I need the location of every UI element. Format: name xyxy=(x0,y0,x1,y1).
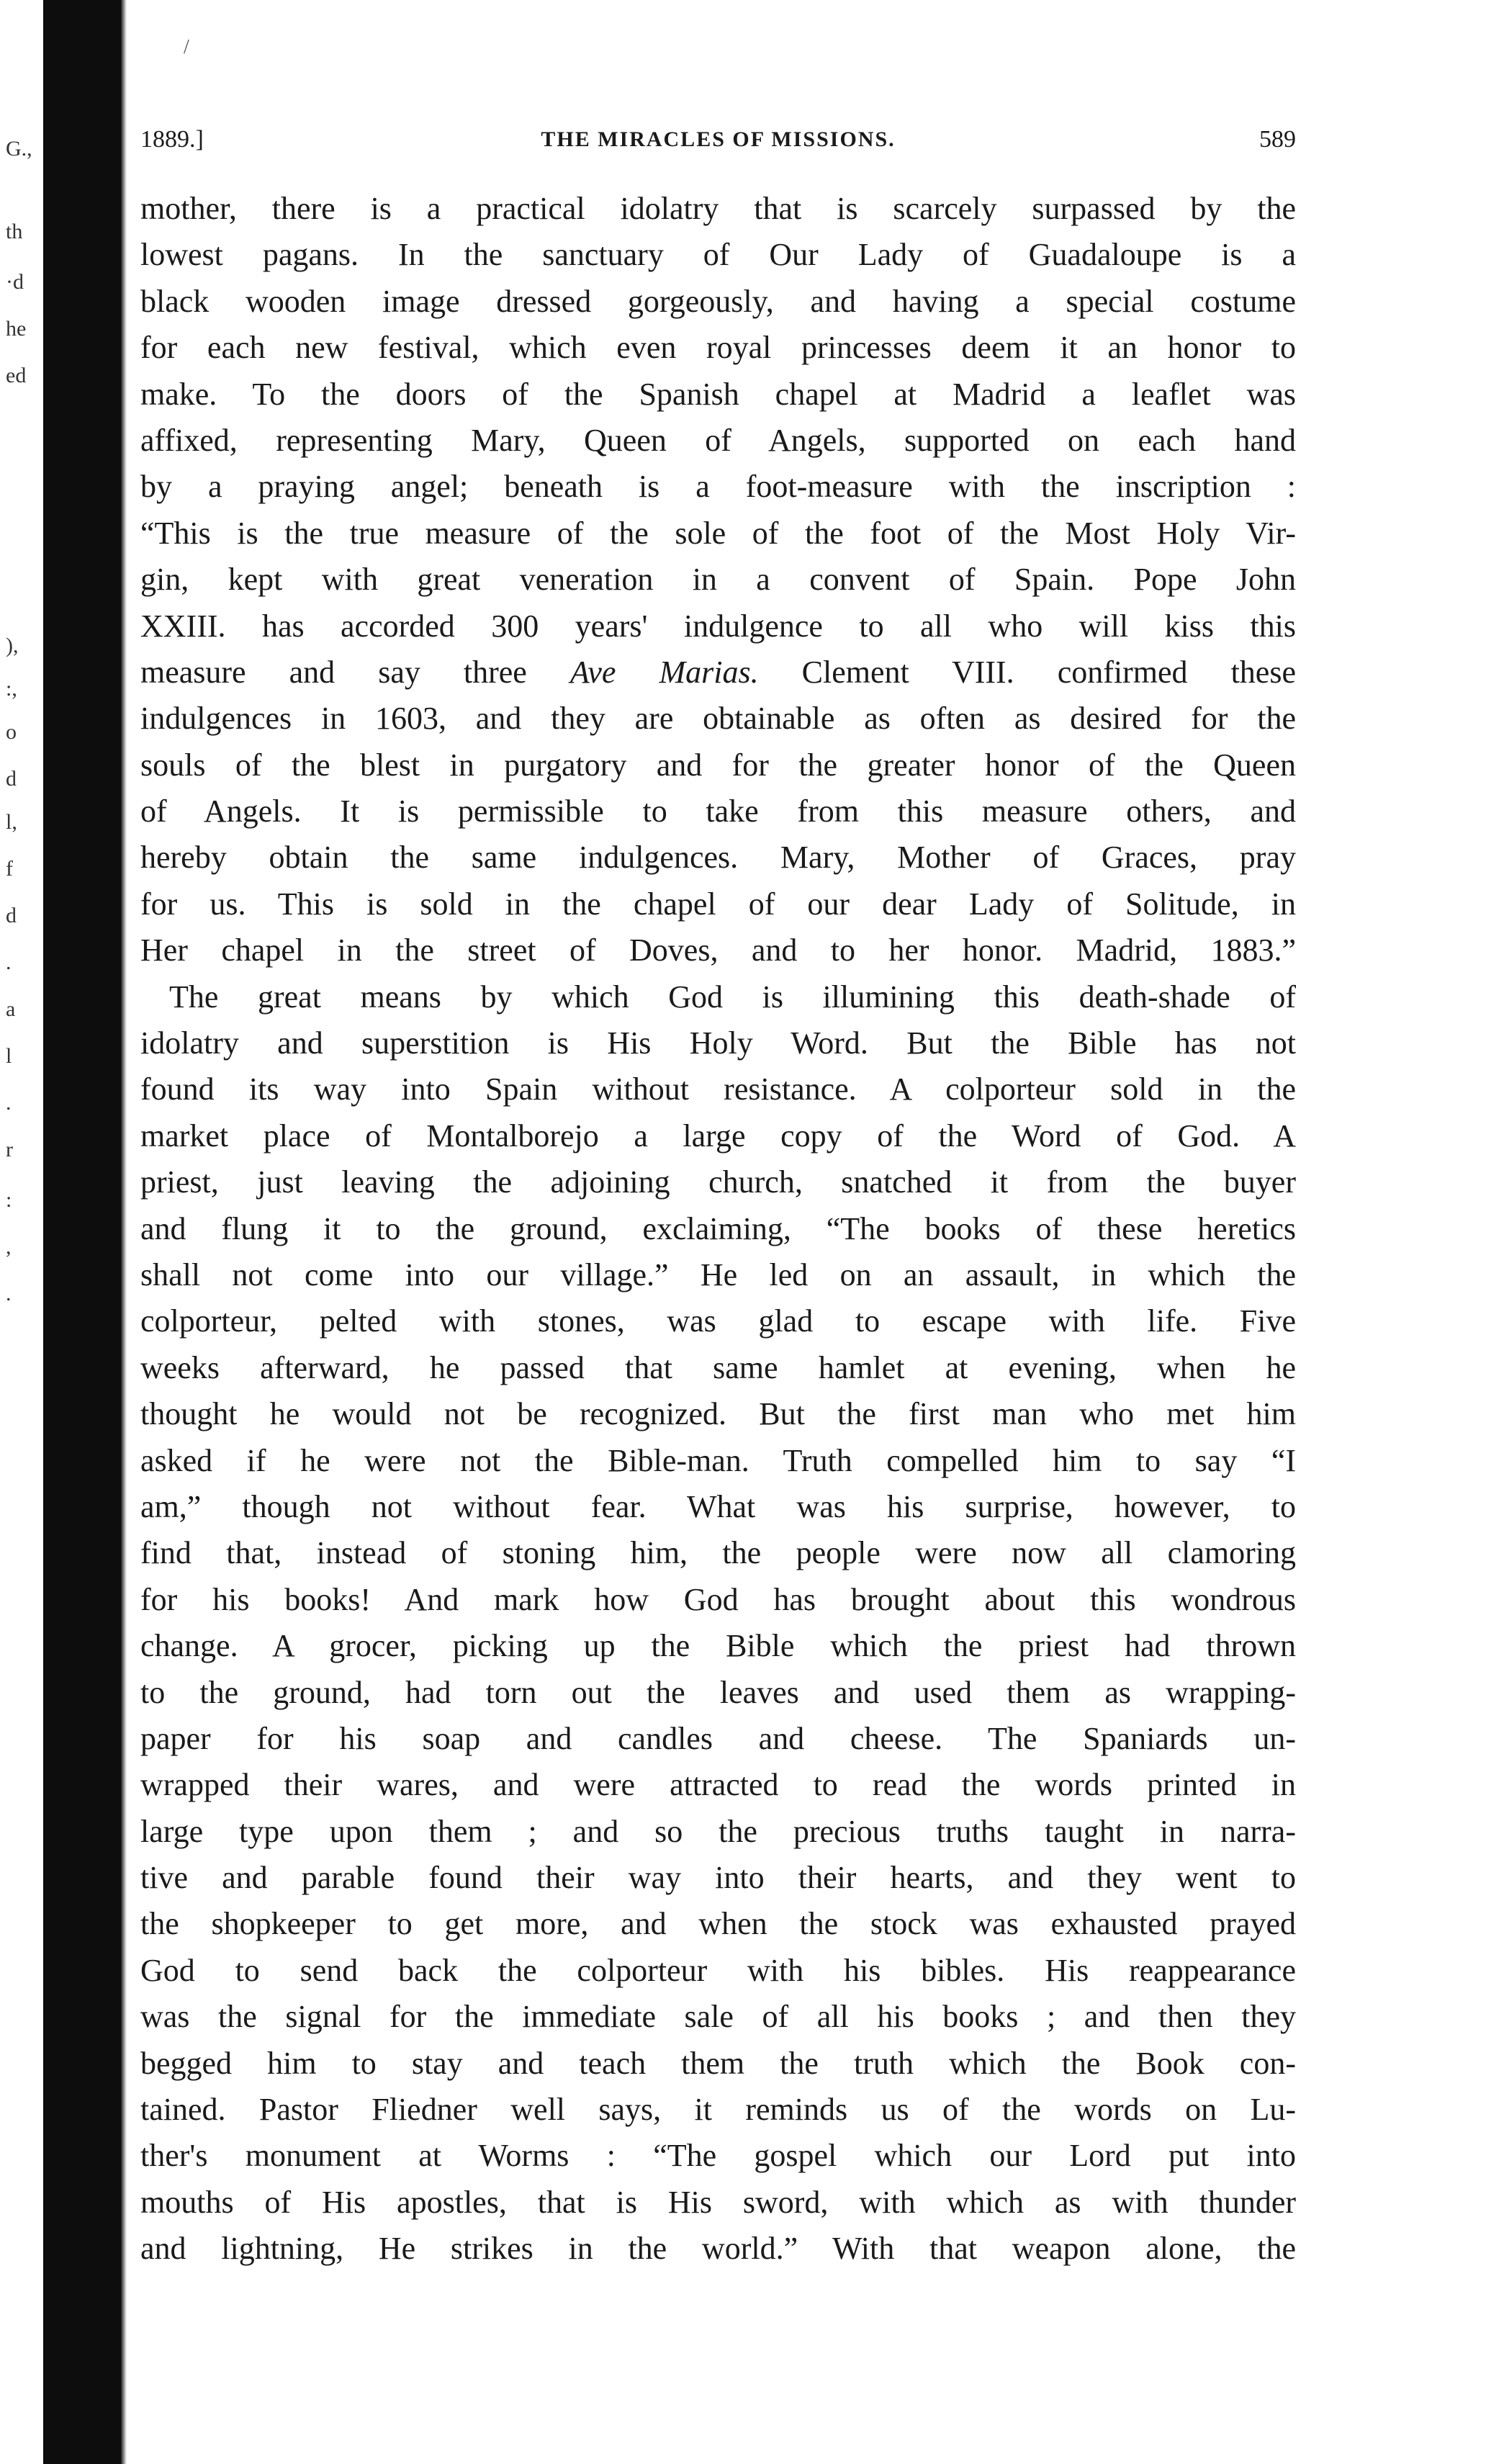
text-line: find that, instead of stoning him, the people were now all clamoring xyxy=(140,1535,1296,1571)
text-line: mouths of His apostles, that is His sword, with which as with thunder xyxy=(140,2184,1296,2220)
margin-fragment: . xyxy=(6,1282,12,1305)
text-segment: measure and say three xyxy=(140,654,570,690)
margin-fragment: l, xyxy=(6,810,17,834)
margin-fragment: l xyxy=(6,1044,12,1068)
print-speck: / xyxy=(184,36,189,58)
text-line: am,” though not without fear. What was his surprise, however, to xyxy=(140,1488,1296,1524)
margin-fragment: . xyxy=(6,1091,12,1115)
text-line xyxy=(140,649,1296,696)
margin-fragment: :, xyxy=(6,677,17,701)
text-line: thought he would not be recognized. But the first man who met him xyxy=(140,1396,1296,1432)
margin-fragment: r xyxy=(6,1138,13,1161)
text-line: indulgences in 1603, and they are obtainable as often as desired for the xyxy=(140,701,1296,737)
text-line: for each new festival, which even royal princesses deem it an honor to xyxy=(140,330,1296,366)
page-number: 589 xyxy=(1259,126,1296,153)
text-line: XXIII. has accorded 300 years' indulgence to all who will kiss this xyxy=(140,608,1296,644)
text-line: gin, kept with great veneration in a convent of Spain. Pope John xyxy=(140,562,1296,598)
text-line: affixed, representing Mary, Queen of Angels, supported on each hand xyxy=(140,422,1296,458)
text-line: of Angels. It is permissible to take from this measure others, and xyxy=(140,793,1296,829)
margin-fragment: f xyxy=(6,857,13,881)
margin-fragment: ), xyxy=(6,634,19,657)
text-line: The great means by which God is illumining this death-shade of xyxy=(169,979,1296,1015)
margin-fragment: d xyxy=(6,767,17,791)
text-line: for his books! And mark how God has brought about this wondrous xyxy=(140,1581,1296,1617)
header-date: 1889.] xyxy=(140,126,204,153)
text-line: tained. Pastor Fliedner well says, it reminds us of the words on Lu- xyxy=(140,2092,1296,2128)
text-line: change. A grocer, picking up the Bible which the priest had thrown xyxy=(140,1628,1296,1664)
margin-fragments xyxy=(1,0,41,2464)
text-line: to the ground, had torn out the leaves and used them as wrapping- xyxy=(140,1674,1296,1710)
margin-fragment: he xyxy=(6,317,27,341)
text-line: priest, just leaving the adjoining church, snatched it from the buyer xyxy=(140,1164,1296,1200)
text-line: shall not come into our village.” He led on an assault, in which the xyxy=(140,1256,1296,1292)
text-line: and lightning, He strikes in the world.” With that weapon alone, the xyxy=(140,2231,1296,2267)
text-line: asked if he were not the Bible-man. Truth compelled him to say “I xyxy=(140,1442,1296,1478)
text-line: ther's monument at Worms : “The gospel which our Lord put into xyxy=(140,2138,1296,2174)
text-line: found its way into Spain without resistance. A colporteur sold in the xyxy=(140,1071,1296,1107)
text-line: begged him to stay and teach them the truth which the Book con- xyxy=(140,2045,1296,2081)
text-segment: Clement VIII. confirmed these xyxy=(758,654,1296,690)
text-line: tive and parable found their way into their hearts, and they went to xyxy=(140,1860,1296,1896)
text-line: paper for his soap and candles and cheese. The Spaniards un- xyxy=(140,1720,1296,1756)
text-line: souls of the blest in purgatory and for the greater honor of the Queen xyxy=(140,747,1296,783)
text-line: “This is the true measure of the sole of the foot of the Most Holy Vir- xyxy=(140,515,1296,551)
margin-fragment: ed xyxy=(6,364,27,387)
text-line: weeks afterward, he passed that same hamlet at evening, when he xyxy=(140,1349,1296,1385)
margin-fragment: . xyxy=(6,950,12,974)
text-line: market place of Montalborejo a large copy of the Word of God. A xyxy=(140,1118,1296,1154)
text-line: God to send back the colporteur with his bibles. His reappearance xyxy=(140,1952,1296,1988)
text-line: make. To the doors of the Spanish chapel at Madrid a leaflet was xyxy=(140,376,1296,412)
italic-phrase: Ave Marias. xyxy=(569,654,759,690)
text-line: wrapped their wares, and were attracted to read the words printed in xyxy=(140,1767,1296,1803)
text-line: mother, there is a practical idolatry that is scarcely surpassed by the xyxy=(140,191,1296,226)
text-line: the shopkeeper to get more, and when the stock was exhausted prayed xyxy=(140,1906,1296,1942)
text-line: and flung it to the ground, exclaiming, “The books of these heretics xyxy=(140,1210,1296,1246)
binding-gutter xyxy=(43,0,122,2464)
text-line: lowest pagans. In the sanctuary of Our Lady of Guadaloupe is a xyxy=(140,237,1296,273)
margin-fragment: ·d xyxy=(6,270,24,294)
margin-fragment: a xyxy=(6,997,16,1021)
margin-fragment: d xyxy=(6,904,17,927)
text-line: hereby obtain the same indulgences. Mary, Mother of Graces, pray xyxy=(140,840,1296,876)
running-header xyxy=(140,126,1296,169)
margin-fragment: : xyxy=(6,1188,12,1212)
text-line: by a praying angel; beneath is a foot-measure with the inscription : xyxy=(140,469,1296,505)
text-line: colporteur, pelted with stones, was glad to escape with life. Five xyxy=(140,1303,1296,1339)
text-line: idolatry and superstition is His Holy Word. But the Bible has not xyxy=(140,1025,1296,1061)
text-line: for us. This is sold in the chapel of our dear Lady of Solitude, in xyxy=(140,886,1296,922)
margin-fragment: , xyxy=(6,1235,12,1259)
running-title: THE MIRACLES OF MISSIONS. xyxy=(541,127,896,151)
margin-fragment: th xyxy=(6,220,23,243)
text-line: large type upon them ; and so the precious truths taught in narra- xyxy=(140,1813,1296,1849)
body-text xyxy=(140,186,1296,2272)
margin-fragment: G., xyxy=(6,137,32,161)
text-line: black wooden image dressed gorgeously, and having a special costume xyxy=(140,283,1296,319)
text-line: Her chapel in the street of Doves, and to her honor. Madrid, 1883.” xyxy=(140,932,1296,968)
margin-fragment: o xyxy=(6,720,17,744)
text-line: was the signal for the immediate sale of all his books ; and then they xyxy=(140,1999,1296,2035)
